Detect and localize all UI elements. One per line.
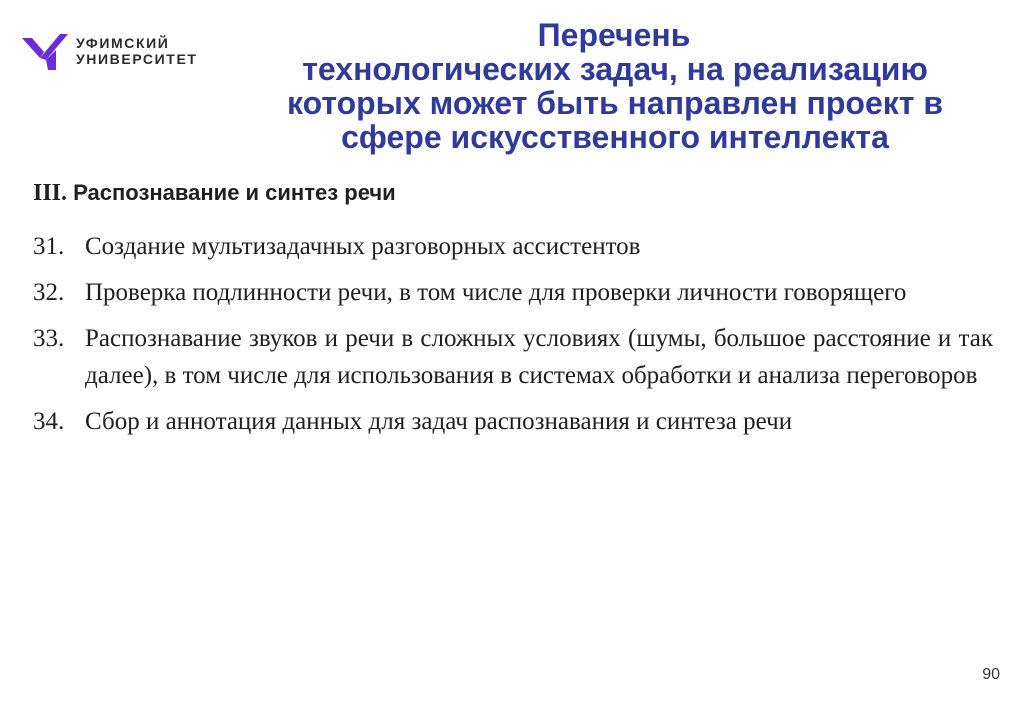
- university-logo-icon: [20, 30, 70, 72]
- section-number: III.: [33, 180, 68, 206]
- logo-line1: УФИМСКИЙ: [76, 35, 170, 51]
- logo-line2: УНИВЕРСИТЕТ: [76, 51, 198, 67]
- page-number: 90: [982, 666, 1000, 683]
- item-number: 31.: [33, 233, 65, 260]
- title-line1: Перечень: [537, 17, 691, 53]
- item-text: Распознавание звуков и речи в сложных условиях (шумы, большое расстояние и так далее), в том числе для использования в системах обработки и анализа переговоров: [85, 325, 993, 389]
- list-item: [33, 228, 993, 265]
- item-text: Сбор и аннотация данных для задач распознавания и синтеза речи: [85, 408, 793, 435]
- list-item: [33, 403, 993, 440]
- item-number: 33.: [33, 325, 65, 352]
- item-text: Проверка подлинности речи, в том числе для проверки личности говорящего: [85, 279, 907, 306]
- list-item: [33, 320, 993, 394]
- list-item: [33, 274, 993, 311]
- task-list: [33, 228, 993, 449]
- university-logo: [20, 30, 198, 72]
- title-line2: технологических задач, на реализацию: [302, 51, 928, 87]
- item-text: Создание мультизадачных разговорных ассистентов: [85, 233, 641, 260]
- title-line4: сфере искусственного интеллекта: [341, 119, 889, 155]
- section-heading: [33, 180, 396, 207]
- item-number: 32.: [33, 279, 65, 306]
- item-number: 34.: [33, 408, 65, 435]
- title-line3: которых может быть направлен проект в: [286, 85, 944, 121]
- section-title: Распознавание и синтез речи: [73, 180, 396, 205]
- logo-text: [76, 35, 198, 67]
- slide-title: [200, 18, 1024, 154]
